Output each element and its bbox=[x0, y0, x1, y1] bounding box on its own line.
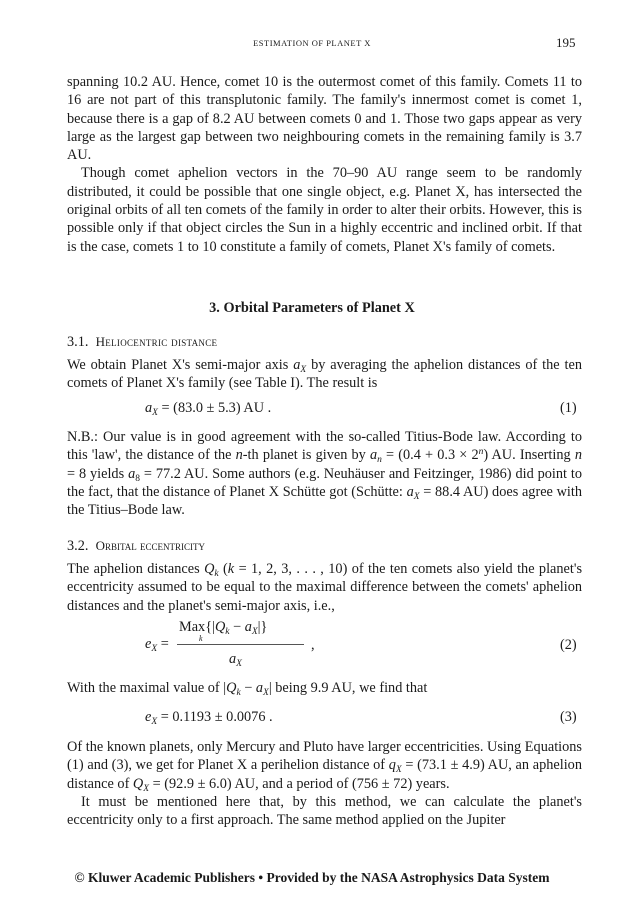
body-block-1 bbox=[67, 73, 582, 256]
fraction-bar bbox=[177, 644, 304, 645]
body-block-4 bbox=[67, 560, 582, 615]
body-block-3 bbox=[67, 428, 582, 519]
equation-1: $a_X = (83.0 \pm 5.3)$ AU . bbox=[145, 400, 272, 418]
paragraph: It must be mentioned here that, by this method, we can calculate the planet's eccentricity only to a first approach. The same method applied on the Jupiter bbox=[67, 793, 582, 829]
equation-2: $e_X$ = $Max\{|Q_k - a_X|\}$ k , $a_X$ bbox=[145, 619, 315, 669]
paragraph: spanning 10.2 AU. Hence, comet 10 is the outermost comet of this family. Comets 11 to 16 are not part of this transplutonic family. The family's innermost comet is comet 1, because there is a gap of 8.2 AU between comets 0 and 1. Those two gaps appear as very large as the largest gap between two neighbouring comets in the remaining family is 3.7 AU. bbox=[67, 74, 582, 164]
equation-number: (3) bbox=[560, 709, 577, 725]
body-block-6 bbox=[67, 738, 582, 829]
body-block-5 bbox=[67, 679, 582, 697]
paragraph: We obtain Planet X's semi-major axis $a_X$ by averaging the aphelion distances of the ten comets of Planet X's family (see Table I). The result is bbox=[67, 357, 582, 392]
paragraph: Though comet aphelion vectors in the 70–90 AU range seem to be randomly distributed, it could be possible that one single object, e.g. Planet X, has intersected the original orbits of all ten comets of the family in order to alter their orbits. However, this is possible only if that object circles the Sun in a highly eccentric and inclined orbit. If that is the case, comets 1 to 10 constitute a family of comets, Planet X's family of comets. bbox=[67, 165, 582, 255]
equation-3: $e_X = 0.1193 \pm 0.0076$ . bbox=[145, 709, 273, 727]
paragraph: Of the known planets, only Mercury and Pluto have larger eccentricities. Using Equations (1) and (3), we get for Planet X a perihelion distance of $q_X = (73.1 \pm 4.9)$ AU, an aphelion distance of $Q_X = (92.9 \pm 6.0)$ AU, and a period of (756 ± 72) years. bbox=[67, 739, 582, 794]
subsection-title: Orbital eccentricity bbox=[95, 538, 206, 553]
subsection-number: 3.1. bbox=[67, 334, 89, 350]
page-number: 195 bbox=[556, 35, 576, 50]
paragraph: N.B.: Our value is in good agreement with the so-called Titius-Bode law. According to this 'law', the distance of the n-th planet is given by $a_n = (0.4 + 0.3 \times 2^n)$ AU. Inserting n = 8 yields $a_8 = 77.2$ AU. Some authors (e.g. Neuhäuser and Feitzinger, 1986) did point to the fact, that the distance of Planet X Schütte got (Schütte: $a_X = 88.4$ AU) does agree with the Titius–Bode law. bbox=[67, 429, 583, 519]
subsection-heading-3-2 bbox=[67, 538, 205, 555]
subsection-heading-3-1 bbox=[67, 334, 217, 351]
equation-number: (1) bbox=[560, 400, 577, 416]
equation-number: (2) bbox=[560, 637, 577, 653]
section-title: 3. Orbital Parameters of Planet X bbox=[209, 300, 415, 316]
paragraph: The aphelion distances $Q_k$ (k = 1, 2, 3, . . . , 10) of the ten comets also yield the planet's eccentricity assumed to be equal to the maximal difference between the comets' aphelion distances and the planet's semi-major axis, i.e., bbox=[67, 561, 583, 614]
paragraph: With the maximal value of $|Q_k - a_X|$ being 9.9 AU, we find that bbox=[67, 680, 428, 698]
subsection-title: Heliocentric distance bbox=[95, 334, 218, 349]
running-head: ESTIMATION OF PLANET X bbox=[253, 38, 371, 48]
copyright-footer: © Kluwer Academic Publishers • Provided by the NASA Astrophysics Data System bbox=[74, 870, 550, 885]
body-block-2 bbox=[67, 356, 582, 393]
subsection-number: 3.2. bbox=[67, 538, 89, 554]
